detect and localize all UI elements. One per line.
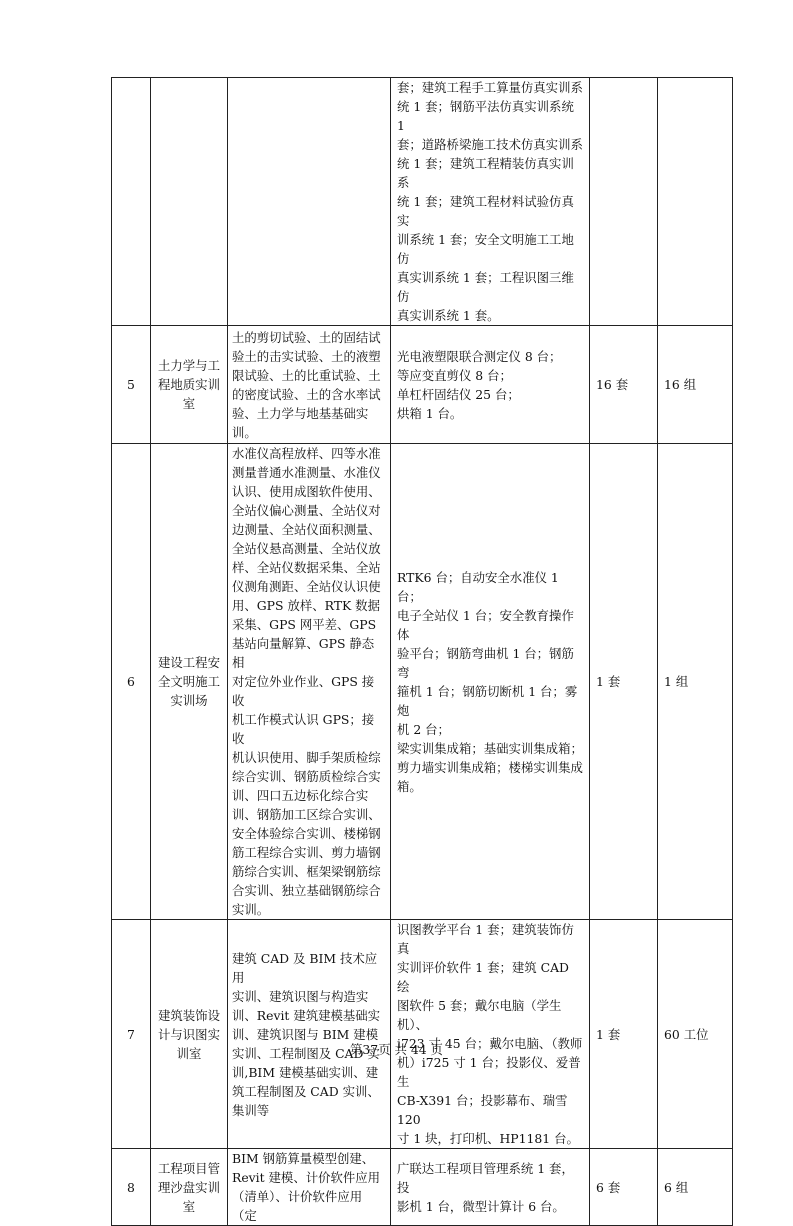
equipment-list: RTK6 台；自动安全水准仪 1 台； 电子全站仪 1 台；安全教育操作体 验平台；钢筋弯曲机 1 台；钢筋弯 箍机 1 台；钢筋切断机 1 台；雾炮 机 2 台； 梁实训集成箱；基础实训集成箱； 剪力墙实训集成箱；楼梯实训集成 箱。 (391, 444, 590, 920)
training-content (228, 78, 391, 326)
equipment-list: 套；建筑工程手工算量仿真实训系 统 1 套；钢筋平法仿真实训系统 1 套；道路桥梁施工技术仿真实训系 统 1 套；建筑工程精装仿真实训系 统 1 套；建筑工程材料试验仿真实 训系统 1 套；安全文明施工工地仿 真实训系统 1 套；工程识图三维仿 真实训系统 1 套。 (391, 78, 590, 326)
set-count: 16 套 (590, 326, 658, 444)
room-name: 工程项目管 理沙盘实训 室 (151, 1149, 228, 1226)
set-count: 1 套 (590, 920, 658, 1149)
row-number: 5 (112, 326, 151, 444)
equipment-list: 广联达工程项目管理系统 1 套，投 影机 1 台，微型计算计 6 台。 (391, 1149, 590, 1226)
table-row (112, 444, 733, 920)
set-count: 1 套 (590, 444, 658, 920)
set-count (590, 78, 658, 326)
table-row (112, 78, 733, 326)
row-number: 6 (112, 444, 151, 920)
room-name: 土力学与工 程地质实训 室 (151, 326, 228, 444)
training-content: 土的剪切试验、土的固结试 验土的击实试验、土的液塑 限试验、土的比重试验、土 的密度试验、土的含水率试 验、土力学与地基基础实 训。 (228, 326, 391, 444)
training-content: 建筑 CAD 及 BIM 技术应用 实训、建筑识图与构造实 训、Revit 建筑建模基础实 训、建筑识图与 BIM 建模 实训、工程制图及 CAD 实 训,BIM 建模基础实训、建 筑工程制图及 CAD 实训、 集训等 (228, 920, 391, 1149)
row-number (112, 78, 151, 326)
table-row (112, 1149, 733, 1226)
group-count (658, 78, 733, 326)
group-count: 1 组 (658, 444, 733, 920)
group-count: 6 组 (658, 1149, 733, 1226)
page-number: 第37页 共 44 页 (350, 1042, 443, 1057)
set-count: 6 套 (590, 1149, 658, 1226)
training-content: BIM 钢筋算量模型创建、 Revit 建模、计价软件应用 （清单）、计价软件应用（定 (228, 1149, 391, 1226)
group-count: 16 组 (658, 326, 733, 444)
equipment-list: 光电液塑限联合测定仪 8 台； 等应变直剪仪 8 台； 单杠杆固结仪 25 台； 烘箱 1 台。 (391, 326, 590, 444)
row-number: 8 (112, 1149, 151, 1226)
table-row (112, 326, 733, 444)
group-count: 60 工位 (658, 920, 733, 1149)
table-row (112, 920, 733, 1149)
room-name (151, 78, 228, 326)
equipment-list: 识图教学平台 1 套；建筑装饰仿真 实训评价软件 1 套；建筑 CAD 绘 图软件 5 套；戴尔电脑（学生机）、 i723 寸 45 台；戴尔电脑、（教师 机）i725 寸 1 台；投影仪、爱普生 CB-X391 台；投影幕布、瑞雪 120 寸 1 块，打印机、HP1181 台。 (391, 920, 590, 1149)
training-content: 水准仪高程放样、四等水准 测量普通水准测量、水准仪 认识、使用成图软件使用、 全站仪偏心测量、全站仪对 边测量、全站仪面积测量、 全站仪悬高测量、全站仪放 样、全站仪数据采集、全站 仪测角测距、全站仪认识使 用、GPS 放样、RTK 数据 采集、GPS 网平差、GPS 基站向量解算、GPS 静态相 对定位外业作业、GPS 接收 机工作模式认识 GPS；接收 机认识使用、脚手架质检综 综合实训、钢筋质检综合实 训、四口五边标化综合实 训、钢筋加工区综合实训、 安全体验综合实训、楼梯钢 筋工程综合实训、剪力墙钢 筋综合实训、框架梁钢筋综 合实训、独立基础钢筋综合 实训。 (228, 444, 391, 920)
row-number: 7 (112, 920, 151, 1149)
room-name: 建筑装饰设 计与识图实 训室 (151, 920, 228, 1149)
room-name: 建设工程安 全文明施工 实训场 (151, 444, 228, 920)
